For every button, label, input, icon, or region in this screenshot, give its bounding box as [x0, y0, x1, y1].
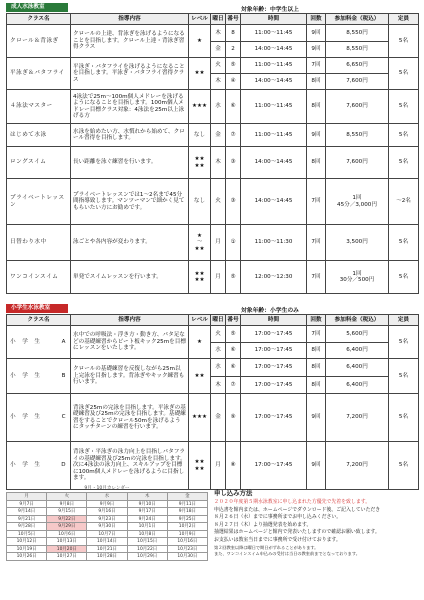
- calendar-week: [7, 508, 208, 516]
- class-day: 金: [211, 394, 226, 442]
- class-capacity: 5名: [389, 147, 419, 179]
- class-description: 背泳ぎ25mの完泳を目指します。平泳ぎの基礎練習及び25mの完泳を目指します。基礎練習をすることでクロール50mを泳げるようにタッチターンの練習を行います。: [71, 394, 189, 442]
- application-title: 申し込み方法: [214, 489, 253, 497]
- column-header: 指導内容: [71, 315, 189, 326]
- column-header: 定員: [389, 14, 419, 25]
- class-number: 2: [226, 42, 241, 58]
- calendar-day: 10月23日: [167, 545, 207, 553]
- class-number: ⑧: [226, 442, 241, 490]
- class-capacity: 5名: [389, 359, 419, 394]
- class-description: プライベートレッスンでは1〜2名まで45分間指導致します。マンツーマンで細かく見てもらいたい方にお勧めです。: [71, 179, 189, 225]
- calendar-weekday: 火: [47, 493, 87, 501]
- calendar-day: 9月17日: [127, 508, 167, 516]
- application-line: ２０２０年度第５期水泳教室に申し込まれた方優先で先着を致します。: [214, 499, 371, 505]
- class-description: 単発でスイムレッスンを行います。: [71, 261, 189, 294]
- calendar-weekday: 水: [87, 493, 127, 501]
- class-day: 木: [211, 74, 226, 90]
- calendar-day: 10月26日: [7, 553, 47, 561]
- class-time: 17:00〜17:45: [241, 377, 307, 394]
- calendar-day: 10月9日: [167, 530, 207, 538]
- calendar-day: 10月21日: [87, 545, 127, 553]
- class-time: 14:00〜14:45: [241, 179, 307, 225]
- calendar-day: 9月11日: [167, 500, 207, 508]
- class-level: ★★★: [189, 90, 211, 124]
- class-number: ③: [226, 179, 241, 225]
- calendar-day: 9月16日: [87, 508, 127, 516]
- class-capacity: 5名: [389, 58, 419, 90]
- class-fee: 6,400円: [326, 377, 389, 394]
- calendar-day: 10月27日: [47, 553, 87, 561]
- application-line: お支払いは教室当日までに事務所で受け付けております。: [214, 536, 341, 543]
- calendar-title: 9月・10月カレンダー: [84, 486, 130, 491]
- class-time: 11:00〜11:45: [241, 124, 307, 147]
- calendar-day: 9月9日: [87, 500, 127, 508]
- class-description: クロールの基礎練習を反復しながら25m以上完泳を目指します。背泳ぎやキック練習も行います。: [71, 359, 189, 394]
- application-line: また、ワンコインスイム申込みの受付は当日の教室前までとなっております。: [214, 551, 360, 557]
- column-header: 回数: [307, 14, 326, 25]
- column-header: クラス名: [7, 315, 71, 326]
- table-row: [7, 179, 419, 225]
- calendar-week: [7, 523, 208, 531]
- class-name: [7, 442, 71, 490]
- class-number: ⑦: [226, 124, 241, 147]
- calendar-weekday: 木: [127, 493, 167, 501]
- class-capacity: 5名: [389, 394, 419, 442]
- class-level: ★ 〜 ★★: [189, 225, 211, 261]
- class-time: 17:00〜17:45: [241, 442, 307, 490]
- class-name: ４泳法マスター: [7, 90, 71, 124]
- class-fee: 7,200円: [326, 442, 389, 490]
- class-level: ★: [189, 326, 211, 359]
- calendar-day: 9月10日: [127, 500, 167, 508]
- class-level: なし: [189, 179, 211, 225]
- class-count: 7回: [307, 261, 326, 294]
- class-time: 14:00〜14:45: [241, 42, 307, 58]
- application-line: ８月２７日（木）より抽選発表を始めます。: [214, 521, 312, 528]
- application-line: 第２回教室以降は曜日で期日がずれることがあります。: [214, 544, 319, 550]
- class-capacity: 5名: [389, 261, 419, 294]
- class-time: 11:00〜11:30: [241, 225, 307, 261]
- class-name: ロングスイム: [7, 147, 71, 179]
- application-line: 抽選結果はホームページと館内で発表いたしますので確認お願い致します。: [214, 529, 380, 536]
- class-number: ⑤: [226, 326, 241, 343]
- class-fee: 7,600円: [326, 147, 389, 179]
- column-header: 番号: [226, 315, 241, 326]
- class-day: 金: [211, 42, 226, 58]
- class-fee: 3,500円: [326, 225, 389, 261]
- table-row: [7, 58, 419, 74]
- table-row: [7, 394, 419, 442]
- class-capacity: 5名: [389, 25, 419, 58]
- class-day: 金: [211, 124, 226, 147]
- calendar-week: [7, 530, 208, 538]
- class-count: 8回: [307, 90, 326, 124]
- class-day: 水: [211, 90, 226, 124]
- class-count: 9回: [307, 25, 326, 42]
- class-count: 8回: [307, 343, 326, 359]
- class-fee: 1回 45分／3,000円: [326, 179, 389, 225]
- class-tag: C: [61, 414, 66, 421]
- table-row: [7, 442, 419, 490]
- calendar-day: 10月5日: [7, 530, 47, 538]
- class-day: 火: [211, 179, 226, 225]
- class-description: 水泳を始めたい方、水慣れから始めて、クロール習得を目指します。: [71, 124, 189, 147]
- class-number: ⑤: [226, 58, 241, 74]
- calendar-day: 9月14日: [7, 508, 47, 516]
- class-count: 8回: [307, 377, 326, 394]
- column-header: レベル: [189, 14, 211, 25]
- class-fee: 7,600円: [326, 90, 389, 124]
- table-row: [7, 359, 419, 377]
- calendar-day: 10月15日: [127, 538, 167, 546]
- class-fee: 8,550円: [326, 25, 389, 42]
- table-row: [7, 90, 419, 124]
- class-name: [7, 394, 71, 442]
- class-name-text: 小 学 生: [10, 462, 41, 469]
- calendar-day: 9月15日: [47, 508, 87, 516]
- class-day: 火: [211, 326, 226, 343]
- calendar-day: 10月6日: [47, 530, 87, 538]
- calendar-weekday: 金: [167, 493, 207, 501]
- class-fee: 6,400円: [326, 359, 389, 377]
- class-time: 17:00〜17:45: [241, 394, 307, 442]
- calendar-day: 10月29日: [127, 553, 167, 561]
- class-count: 8回: [307, 147, 326, 179]
- calendar-week: [7, 538, 208, 546]
- column-header: 参加料金（税込）: [326, 14, 389, 25]
- column-header: 時間: [241, 14, 307, 25]
- class-description: クロールの上達、背泳ぎを泳げるようになることを目指します。クロール上達・背泳ぎ習得クラス: [71, 25, 189, 58]
- kids-section-label: 小学生水泳教室: [6, 304, 68, 313]
- class-level: ★★ ★★: [189, 261, 211, 294]
- application-info: [214, 488, 420, 558]
- table-row: [7, 326, 419, 343]
- class-tag: B: [61, 372, 66, 379]
- class-time: 11:00〜11:45: [241, 58, 307, 74]
- calendar-day: 10月12日: [7, 538, 47, 546]
- calendar-day: 9月23日: [87, 515, 127, 523]
- class-name: クロール＆背泳ぎ: [7, 25, 71, 58]
- class-name: [7, 326, 71, 359]
- class-capacity: 5名: [389, 90, 419, 124]
- class-number: ⑦: [226, 377, 241, 394]
- calendar-day: 9月30日: [87, 523, 127, 531]
- class-description: 平泳ぎ・バタフライを泳げるようになることを目指します。平泳ぎ・バタフライ習得クラス: [71, 58, 189, 90]
- column-header: レベル: [189, 315, 211, 326]
- class-number: ⑤: [226, 261, 241, 294]
- table-row: [7, 25, 419, 42]
- class-count: 9回: [307, 394, 326, 442]
- class-name: ワンコインスイム: [7, 261, 71, 294]
- class-day: 木: [211, 377, 226, 394]
- class-tag: D: [61, 462, 66, 469]
- calendar-week: [7, 515, 208, 523]
- calendar-day: 9月22日: [47, 515, 87, 523]
- class-description: 4泳法で25m〜100m個人メドレーを泳げるようになることを目指します。100m個人メドレー目標クラス対象：4泳法を25m以上泳げる方: [71, 90, 189, 124]
- calendar-day: 9月25日: [167, 515, 207, 523]
- calendar-day: 9月28日: [7, 523, 47, 531]
- class-time: 17:00〜17:45: [241, 326, 307, 343]
- class-name: [7, 359, 71, 394]
- column-header: 曜日: [211, 315, 226, 326]
- class-description: 泳ごとや各内容が変わります。: [71, 225, 189, 261]
- calendar-day: 9月7日: [7, 500, 47, 508]
- class-number: ④: [226, 74, 241, 90]
- column-header: 時間: [241, 315, 307, 326]
- class-count: 7回: [307, 326, 326, 343]
- calendar-day: 10月19日: [7, 545, 47, 553]
- class-fee: 6,650円: [326, 58, 389, 74]
- calendar-day: 10月13日: [47, 538, 87, 546]
- class-number: ⑥: [226, 90, 241, 124]
- class-description: 背泳ぎ・平泳ぎの泳力向上を目指しバタフライの基礎練習及び25mの完泳を目指します。次に4泳法の泳力向上、スキルアップを目標に100m個人メドレーを泳げるように目指します。: [71, 442, 189, 490]
- class-level: ★★: [189, 359, 211, 394]
- class-name-text: 小 学 生: [10, 414, 41, 421]
- class-name: 平泳ぎ＆バタフライ: [7, 58, 71, 90]
- class-capacity: 5名: [389, 326, 419, 359]
- class-fee: 7,200円: [326, 394, 389, 442]
- class-day: 月: [211, 442, 226, 490]
- class-time: 17:00〜17:45: [241, 343, 307, 359]
- class-capacity: 5名: [389, 442, 419, 490]
- class-time: 17:00〜17:45: [241, 359, 307, 377]
- column-header: クラス名: [7, 14, 71, 25]
- class-time: 14:00〜14:45: [241, 74, 307, 90]
- calendar-day: 10月28日: [87, 553, 127, 561]
- column-header: 曜日: [211, 14, 226, 25]
- class-level: ★★★: [189, 394, 211, 442]
- class-name-text: 小 学 生: [10, 338, 41, 345]
- class-name: はじめて水泳: [7, 124, 71, 147]
- class-fee: 8,550円: [326, 124, 389, 147]
- calendar-day: 9月24日: [127, 515, 167, 523]
- adult-target-age: 対象年齢：中学生以上: [241, 7, 299, 13]
- class-name-text: 小 学 生: [10, 372, 41, 379]
- kids-table-header: [7, 315, 419, 326]
- application-line: ８月２６日（水）までに事務所までお申し込みください。: [214, 514, 342, 521]
- class-tag: A: [61, 338, 66, 345]
- adult-schedule-table: [6, 13, 419, 294]
- class-fee: 6,400円: [326, 343, 389, 359]
- class-fee: 8,550円: [326, 42, 389, 58]
- column-header: 番号: [226, 14, 241, 25]
- calendar-day: 10月7日: [87, 530, 127, 538]
- adult-table-header: [7, 14, 419, 25]
- class-time: 14:00〜14:45: [241, 147, 307, 179]
- class-number: ③: [226, 147, 241, 179]
- class-level: なし: [189, 124, 211, 147]
- calendar-day: 10月16日: [167, 538, 207, 546]
- class-count: 7回: [307, 225, 326, 261]
- table-row: [7, 124, 419, 147]
- class-day: 水: [211, 343, 226, 359]
- class-fee: 1回 30分／500円: [326, 261, 389, 294]
- class-capacity: 〜2名: [389, 179, 419, 225]
- class-time: 11:00〜11:45: [241, 25, 307, 42]
- calendar-table: [6, 492, 208, 561]
- class-count: 9回: [307, 124, 326, 147]
- calendar-day: 9月21日: [7, 515, 47, 523]
- class-count: 7回: [307, 58, 326, 74]
- class-day: 水: [211, 359, 226, 377]
- class-capacity: 5名: [389, 225, 419, 261]
- class-number: 8: [226, 25, 241, 42]
- class-count: 7回: [307, 179, 326, 225]
- calendar-day: 9月18日: [167, 508, 207, 516]
- calendar-day: 9月8日: [47, 500, 87, 508]
- class-level: ★★: [189, 58, 211, 90]
- calendar-week: [7, 545, 208, 553]
- class-count: 9回: [307, 42, 326, 58]
- calendar-day: 10月14日: [87, 538, 127, 546]
- class-name: プライベートレッスン: [7, 179, 71, 225]
- class-number: ⑨: [226, 394, 241, 442]
- table-row: [7, 261, 419, 294]
- kids-schedule-table: [6, 314, 419, 490]
- calendar-week: [7, 500, 208, 508]
- column-header: 参加料金（税込）: [326, 315, 389, 326]
- calendar-weekday: 月: [7, 493, 47, 501]
- class-level: ★★ ★★: [189, 147, 211, 179]
- class-fee: 7,600円: [326, 74, 389, 90]
- class-day: 月: [211, 261, 226, 294]
- calendar-day: 10月8日: [127, 530, 167, 538]
- calendar-day: 10月30日: [167, 553, 207, 561]
- class-count: 9回: [307, 442, 326, 490]
- calendar-week: [7, 553, 208, 561]
- application-line: 申込書を館内または、ホームページでダウンロード後、ご記入していただき: [214, 506, 381, 513]
- class-name: 日替わり水中: [7, 225, 71, 261]
- calendar-day: 10月2日: [167, 523, 207, 531]
- class-count: 8回: [307, 74, 326, 90]
- class-count: 8回: [307, 359, 326, 377]
- kids-target-age: 対象年齢：小学生のみ: [241, 308, 299, 314]
- class-day: 木: [211, 147, 226, 179]
- table-row: [7, 225, 419, 261]
- calendar-day: 9月29日: [47, 523, 87, 531]
- class-day: 木: [211, 25, 226, 42]
- class-fee: 5,600円: [326, 326, 389, 343]
- calendar-day: 10月20日: [47, 545, 87, 553]
- column-header: 定員: [389, 315, 419, 326]
- column-header: 指導内容: [71, 14, 189, 25]
- class-number: ⑥: [226, 359, 241, 377]
- class-level: ★★ ★★: [189, 442, 211, 490]
- class-time: 11:00〜11:45: [241, 90, 307, 124]
- calendar-day: 10月22日: [127, 545, 167, 553]
- class-capacity: 5名: [389, 124, 419, 147]
- calendar-day: 10月1日: [127, 523, 167, 531]
- class-time: 12:00〜12:30: [241, 261, 307, 294]
- column-header: 回数: [307, 315, 326, 326]
- class-number: ①: [226, 225, 241, 261]
- table-row: [7, 147, 419, 179]
- class-description: 水中での呼吸法・浮き方・動き方、バタ足などの基礎練習からビート板キック25mを目標にレッスンをいたします。: [71, 326, 189, 359]
- class-day: 月: [211, 225, 226, 261]
- class-number: ⑥: [226, 343, 241, 359]
- class-level: ★: [189, 25, 211, 58]
- class-day: 火: [211, 58, 226, 74]
- adult-section-label: 成人水泳教室: [6, 3, 68, 12]
- class-description: 長い距離を泳ぐ練習を行います。: [71, 147, 189, 179]
